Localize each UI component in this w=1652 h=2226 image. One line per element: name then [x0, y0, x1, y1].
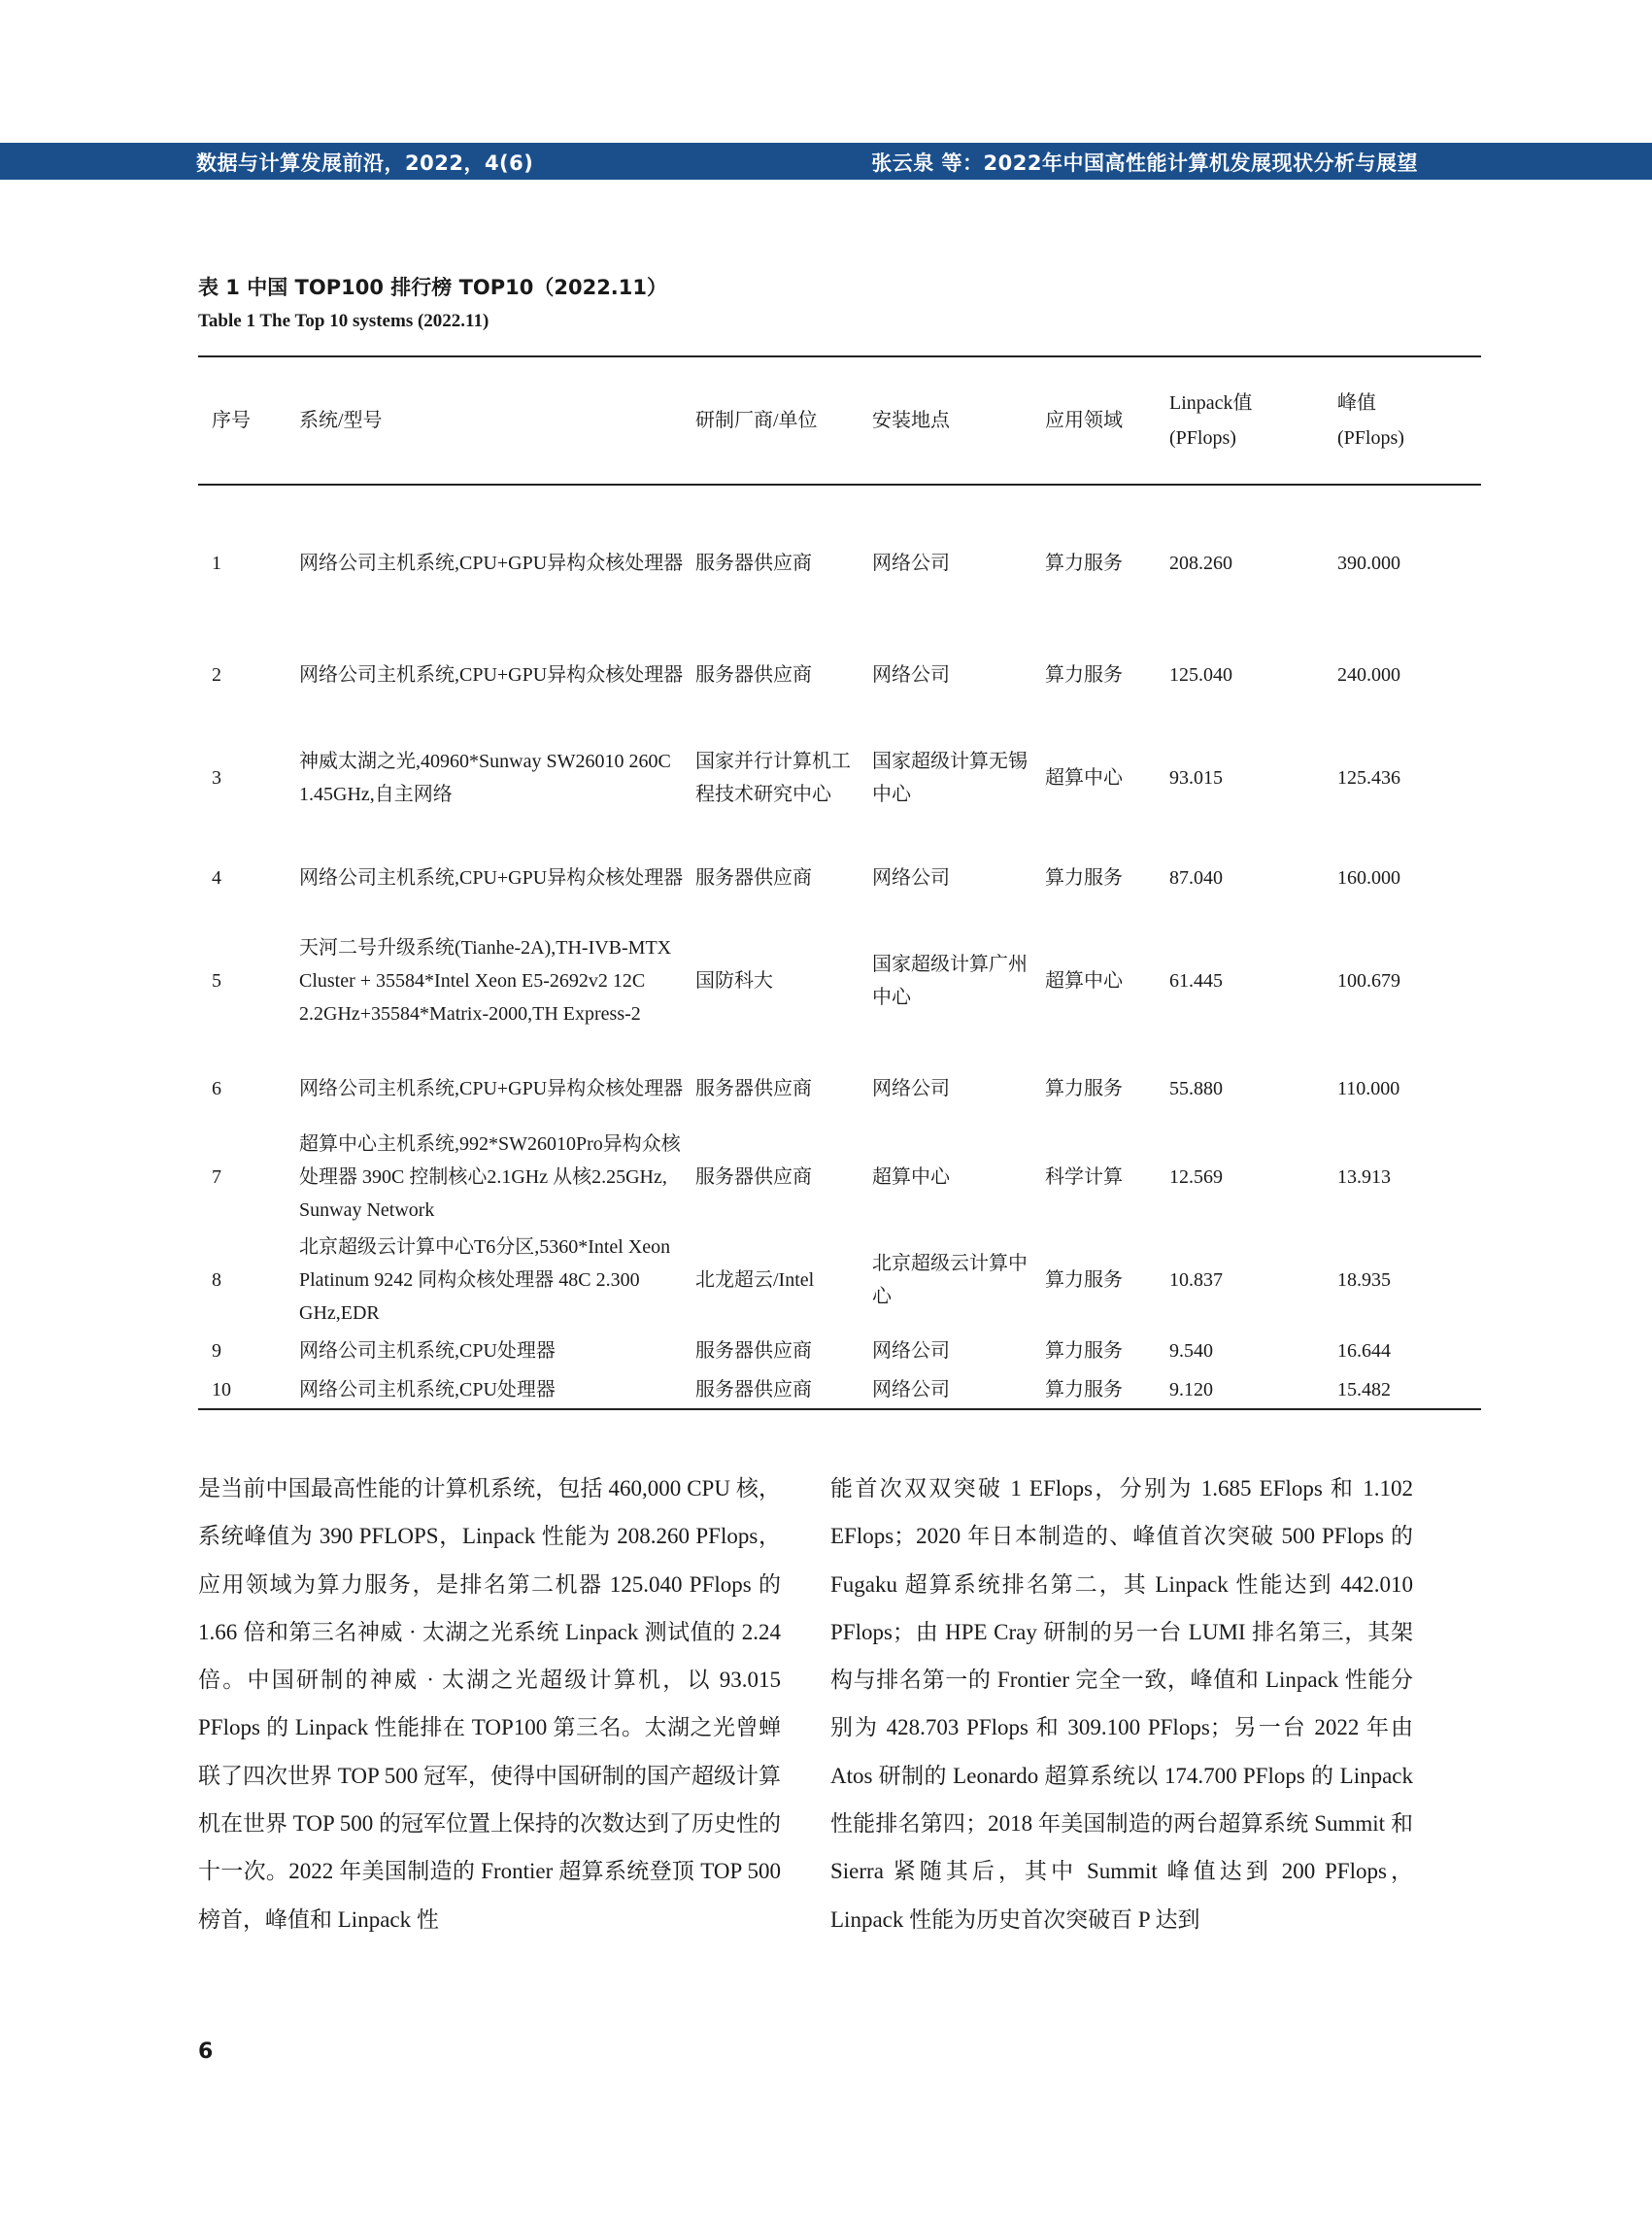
cell-system: 北京超级云计算中心T6分区,5360*Intel Xeon Platinum 9242 同构众核处理器 48C 2.300 GHz,EDR [299, 1236, 671, 1324]
header-location: 安装地点 [872, 410, 950, 431]
header-peak [1333, 356, 1481, 485]
cell-manufacturer: 服务器供应商 [695, 552, 812, 574]
table-row [198, 1126, 1481, 1229]
body-text-right-column: 能首次双双突破 1 EFlops，分别为 1.685 EFlops 和 1.102 EFlops；2020 年日本制造的、峰值首次突破 500 PFlops 的 Fugaku 超算系统排名第二，其 Linpack 性能达到 442.010 PFlops；由 HPE Cray 研制的另一台 LUMI 排名第三，其架构与排名第一的 Frontier 完全一致，峰值和 Linpack 性能分别为 428.703 PFlops 和 309.100 PFlops；另一台 2022 年由 Atos 研制的 Leonardo 超算系统以 174.700 PFlops 的 Linpack 性能排名第四；2018 年美国制造的两台超算系统 Summit 和 Sierra 紧随其后，其中 Summit 峰值达到 200 PFlops，Linpack 性能为历史首次突破百 P 达到 [830, 1476, 1413, 1932]
cell-location: 网络公司 [872, 867, 950, 889]
journal-citation: 数据与计算发展前沿，2022，4(6) [196, 152, 534, 175]
cell-manufacturer: 北龙超云/Intel [695, 1269, 815, 1291]
cell-linpack: 208.260 [1169, 552, 1232, 574]
cell-location: 国家超级计算无锡中心 [872, 751, 1028, 805]
cell-no: 5 [212, 970, 221, 992]
cell-linpack: 12.569 [1169, 1166, 1223, 1188]
cell-manufacturer: 服务器供应商 [695, 1378, 812, 1400]
cell-no: 2 [212, 664, 221, 686]
cell-system: 网络公司主机系统,CPU处理器 [299, 1378, 556, 1400]
cell-peak: 390.000 [1337, 552, 1400, 574]
table-row [198, 710, 1481, 846]
cell-location: 超算中心 [872, 1166, 950, 1188]
cell-system: 天河二号升级系统(Tianhe-2A),TH-IVB-MTX Cluster + 35584*Intel Xeon E5-2692v2 12C 2.2GHz+35584*Matrix-2000,TH Express-2 [299, 937, 672, 1025]
cell-manufacturer: 服务器供应商 [695, 1166, 812, 1188]
cell-application: 算力服务 [1045, 1340, 1123, 1362]
cell-linpack: 93.015 [1169, 767, 1223, 789]
cell-location: 网络公司 [872, 664, 950, 686]
cell-location: 网络公司 [872, 1378, 950, 1400]
cell-system: 超算中心主机系统,992*SW26010Pro异构众核处理器 390C 控制核心2.1GHz 从核2.25GHz, Sunway Network [299, 1133, 681, 1221]
cell-linpack: 10.837 [1169, 1269, 1223, 1291]
cell-location: 国家超级计算广州中心 [872, 954, 1028, 1008]
cell-system: 网络公司主机系统,CPU+GPU异构众核处理器 [299, 552, 684, 574]
cell-manufacturer: 服务器供应商 [695, 664, 812, 686]
table-row [198, 485, 1481, 640]
cell-linpack: 9.120 [1169, 1378, 1213, 1400]
cell-linpack: 9.540 [1169, 1340, 1213, 1362]
cell-manufacturer: 服务器供应商 [695, 1340, 812, 1362]
table-row [198, 1370, 1481, 1409]
header-peak-line2: (PFlops) [1337, 427, 1404, 449]
table-row [198, 910, 1481, 1052]
cell-application: 算力服务 [1045, 1269, 1123, 1291]
cell-application: 算力服务 [1045, 552, 1123, 574]
table-caption-english: Table 1 The Top 10 systems (2022.11) [198, 311, 489, 331]
article-title-running: 张云泉 等：2022年中国高性能计算机发展现状分析与展望 [871, 152, 1418, 175]
header-linpack-line1: Linpack值 [1169, 392, 1253, 414]
header-no: 序号 [212, 410, 251, 431]
header-application: 应用领域 [1045, 410, 1123, 431]
cell-peak: 110.000 [1337, 1078, 1400, 1099]
cell-manufacturer: 服务器供应商 [695, 1078, 812, 1099]
cell-manufacturer: 国家并行计算机工程技术研究中心 [695, 751, 851, 805]
running-header [0, 143, 1652, 180]
cell-peak: 16.644 [1337, 1340, 1391, 1362]
header-linpack [1165, 356, 1333, 485]
header-manufacturer: 研制厂商/单位 [695, 410, 818, 431]
cell-linpack: 55.880 [1169, 1078, 1223, 1099]
header-linpack-line2: (PFlops) [1169, 427, 1236, 449]
body-text-left-column: 是当前中国最高性能的计算机系统，包括 460,000 CPU 核，系统峰值为 390 PFLOPS，Linpack 性能为 208.260 PFlops，应用领域为算力服务，是排名第二机器 125.040 PFlops 的 1.66 倍和第三名神威 · 太湖之光系统 Linpack 测试值的 2.24 倍。中国研制的神威 · 太湖之光超级计算机，以 93.015 PFlops 的 Linpack 性能排在 TOP100 第三名。太湖之光曾蝉联了四次世界 TOP 500 冠军，使得中国研制的国产超级计算机在世界 TOP 500 的冠军位置上保持的次数达到了历史性的十一次。2022 年美国制造的 Frontier 超算系统登顶 TOP 500 榜首，峰值和 Linpack 性 [198, 1476, 781, 1932]
cell-system: 神威太湖之光,40960*Sunway SW26010 260C 1.45GHz,自主网络 [299, 751, 671, 805]
cell-application: 算力服务 [1045, 664, 1123, 686]
cell-application: 算力服务 [1045, 867, 1123, 889]
cell-system: 网络公司主机系统,CPU+GPU异构众核处理器 [299, 867, 684, 889]
cell-location: 网络公司 [872, 552, 950, 574]
table-header-row [198, 356, 1481, 485]
cell-peak: 13.913 [1337, 1166, 1391, 1188]
top10-table [198, 355, 1417, 1410]
table-caption-chinese: 表 1 中国 TOP100 排行榜 TOP10（2022.11） [198, 276, 668, 299]
page-number: 6 [198, 2040, 214, 2064]
table-row [198, 1052, 1481, 1126]
cell-manufacturer: 国防科大 [695, 970, 773, 992]
cell-system: 网络公司主机系统,CPU处理器 [299, 1340, 556, 1362]
cell-system: 网络公司主机系统,CPU+GPU异构众核处理器 [299, 1078, 684, 1099]
cell-linpack: 125.040 [1169, 664, 1232, 686]
cell-no: 6 [212, 1078, 221, 1099]
cell-peak: 160.000 [1337, 867, 1400, 889]
cell-peak: 18.935 [1337, 1269, 1391, 1291]
cell-peak: 15.482 [1337, 1378, 1391, 1400]
table-row [198, 846, 1481, 910]
header-system: 系统/型号 [299, 410, 383, 431]
cell-peak: 240.000 [1337, 664, 1400, 686]
cell-no: 1 [212, 552, 221, 574]
cell-no: 3 [212, 767, 221, 789]
cell-location: 网络公司 [872, 1340, 950, 1362]
cell-application: 算力服务 [1045, 1078, 1123, 1099]
table-row [198, 1332, 1481, 1370]
cell-application: 超算中心 [1045, 970, 1123, 992]
cell-location: 北京超级云计算中心 [872, 1253, 1028, 1307]
table-row [198, 640, 1481, 710]
cell-system: 网络公司主机系统,CPU+GPU异构众核处理器 [299, 664, 684, 686]
cell-no: 8 [212, 1269, 221, 1291]
cell-linpack: 87.040 [1169, 867, 1223, 889]
cell-manufacturer: 服务器供应商 [695, 867, 812, 889]
cell-linpack: 61.445 [1169, 970, 1223, 992]
cell-application: 算力服务 [1045, 1378, 1123, 1400]
cell-peak: 125.436 [1337, 767, 1400, 789]
cell-no: 7 [212, 1166, 221, 1188]
table-row [198, 1229, 1481, 1332]
cell-no: 4 [212, 867, 221, 889]
cell-application: 科学计算 [1045, 1166, 1123, 1188]
cell-no: 10 [212, 1378, 231, 1400]
cell-application: 超算中心 [1045, 767, 1123, 789]
header-peak-line1: 峰值 [1337, 392, 1376, 414]
cell-peak: 100.679 [1337, 970, 1400, 992]
cell-no: 9 [212, 1340, 221, 1362]
cell-location: 网络公司 [872, 1078, 950, 1099]
